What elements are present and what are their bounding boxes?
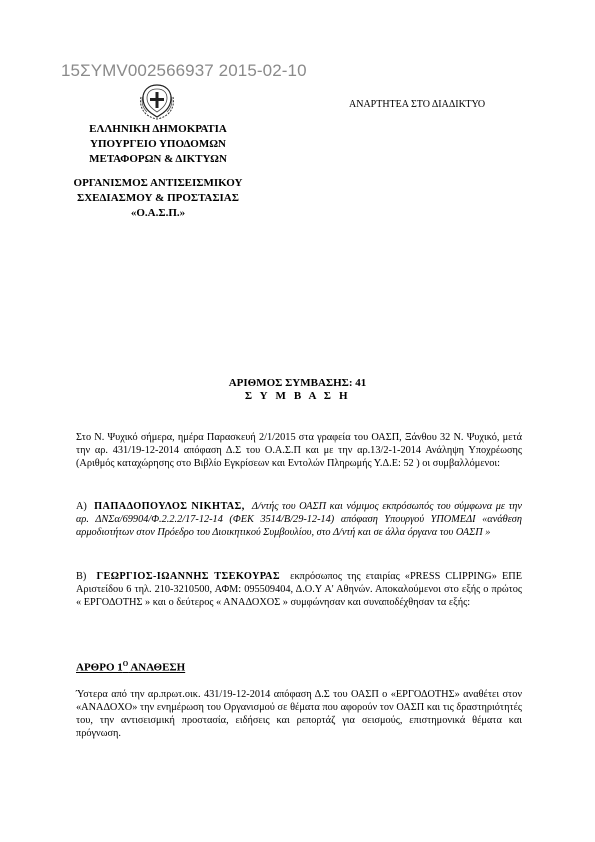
- article-1-text: Ύστερα από την αρ.πρωτ.οικ. 431/19-12-2014 απόφαση Δ.Σ του ΟΑΣΠ ο «ΕΡΓΟΔΟΤΗΣ» αναθέτει στον «ΑΝΑΔΟΧΟ» την ενημέρωση του Οργανισμού σε θέματα που αφορούν τον ΟΑΣΠ και τις δραστηριότητές του, την αντισεισμική προστασία, ειδήσεις και ρεπορτάζ για σεισμούς, επιστημονικά θέματα και πρόγνωση.: [76, 689, 522, 739]
- publish-online-note: ΑΝΑΡΤΗΤΕΑ ΣΤΟ ΔΙΑΔΙΚΤΥΟ: [349, 99, 486, 110]
- contract-title: Σ Υ Μ Β Α Σ Η: [244, 390, 351, 402]
- party-b-name: ΓΕΩΡΓΙΟΣ-ΙΩΑΝΝΗΣ ΤΣΕΚΟΥΡΑΣ: [96, 571, 280, 582]
- party-b-description: εκπρόσωπος της εταιρίας «PRESS CLIPPING» ΕΠΕ Αριστείδου 6 τηλ. 210-3210500, ΑΦΜ: 095509404, Δ.Ο.Υ Α' Αθηνών.: [76, 571, 522, 595]
- header-line-republic: ΕΛΛΗΝΙΚΗ ΔΗΜΟΚΡΑΤΙΑ: [89, 123, 227, 135]
- header-line-ministry: ΥΠΟΥΡΓΕΙΟ ΥΠΟΔΟΜΩΝ: [90, 138, 226, 150]
- party-a-description: Δ/ντής του ΟΑΣΠ και νόμιμος εκπρόσωπός του σύμφωνα με την αρ. ΔΝΣα/69904/Φ.2.2.2/17-12-14 (ΦΕΚ 3514/Β/29-12-14) απόφαση Υπουργού ΥΠΟΜΕΔΙ «ανάθεση αρμοδιοτήτων στον Πρόεδρο του Διοικητικού Συμβουλίου, στο Δ/ντή και σε άλλα όργανα του ΟΑΣΠ »: [76, 501, 522, 538]
- header-line-organization: ΟΡΓΑΝΙΣΜΟΣ ΑΝΤΙΣΕΙΣΜΙΚΟΥ: [73, 177, 243, 189]
- party-b-paragraph: [76, 570, 522, 609]
- ministry-header: [70, 122, 246, 167]
- article-1-superscript: Ο: [122, 660, 129, 668]
- party-b-designation: Αποκαλούμενοι στο εξής ο πρώτος « ΕΡΓΟΔΟΤΗΣ » και ο δεύτερος « ΑΝΑΔΟΧΟΣ » συμφώνησαν και συναποδέχθησαν τα εξής:: [76, 584, 522, 608]
- party-a-name: ΠΑΠΑΔΟΠΟΥΛΟΣ ΝΙΚΗΤΑΣ,: [94, 501, 245, 512]
- article-1-heading: [76, 660, 185, 674]
- party-a-marker: Α): [76, 501, 87, 512]
- article-1-prefix: ΑΡΘΡΟ 1: [76, 661, 123, 674]
- document-id: 15ΣΥΜV002566937 2015-02-10: [61, 61, 307, 80]
- party-a-paragraph: [76, 500, 522, 539]
- greek-coat-of-arms-icon: [137, 83, 177, 121]
- intro-paragraph: Στο Ν. Ψυχικό σήμερα, ημέρα Παρασκευή 2/1/2015 στα γραφεία του ΟΑΣΠ, Ξάνθου 32 Ν. Ψυχικό, μετά την αρ. 431/19-12-2014 απόφαση Δ.Σ του Ο.Α.Σ.Π και με την αρ.13/2-1-2014 Ανάληψη Υποχρέωσης (Αριθμός καταχώρησης στο Βιβλίο Εγκρίσεων και Εντολών Πληρωμής Υ.Δ.Ε: 52 ) οι συμβαλλόμενοι:: [76, 432, 522, 469]
- header-line-organization-2: ΣΧΕΔΙΑΣΜΟΥ & ΠΡΟΣΤΑΣΙΑΣ: [77, 192, 239, 204]
- article-1-title: ΑΝΑΘΕΣΗ: [128, 661, 186, 674]
- contract-number: ΑΡΙΘΜΟΣ ΣΥΜΒΑΣΗΣ: 41: [228, 377, 367, 389]
- organization-header: [70, 176, 246, 221]
- header-line-ministry-department: ΜΕΤΑΦΟΡΩΝ & ΔΙΚΤΥΩΝ: [89, 153, 227, 165]
- party-b-marker: Β): [76, 571, 87, 582]
- header-line-organization-abbr: «Ο.Α.Σ.Π.»: [130, 207, 186, 219]
